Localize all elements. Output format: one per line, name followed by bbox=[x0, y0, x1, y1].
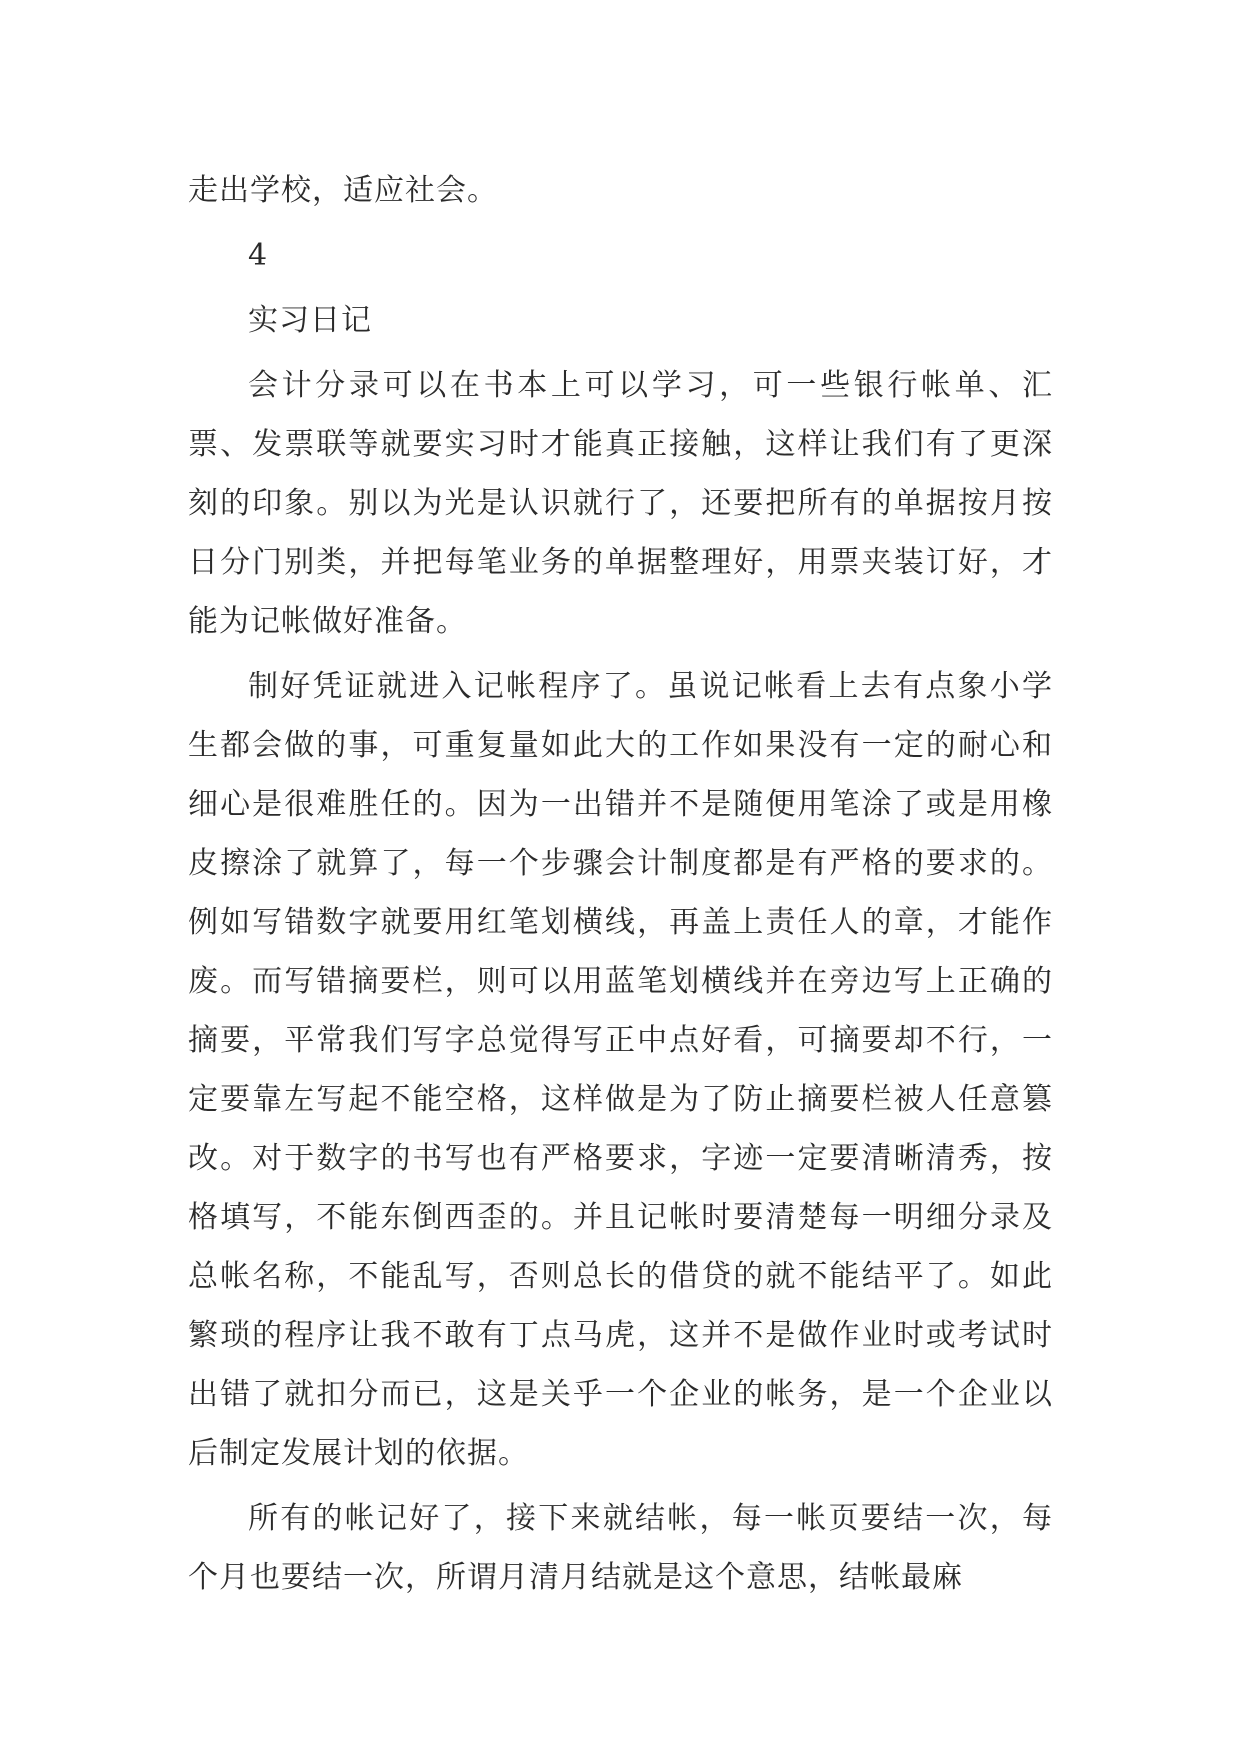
paragraph-closing-line: 走出学校，适应社会。 bbox=[188, 173, 498, 208]
document-body bbox=[188, 161, 1053, 1607]
paragraph-bookkeeping: 制好凭证就进入记帐程序了。虽说记帐看上去有点象小学生都会做的事，可重复量如此大的工作如果没有一定的耐心和细心是很难胜任的。因为一出错并不是随便用笔涂了或是用橡皮擦涂了就算了，每一个步骤会计制度都是有严格的要求的。例如写错数字就要用红笔划横线，再盖上责任人的章，才能作废。而写错摘要栏，则可以用蓝笔划横线并在旁边写上正确的摘要，平常我们写字总觉得写正中点好看，可摘要却不行，一定要靠左写起不能空格，这样做是为了防止摘要栏被人任意篡改。对于数字的书写也有严格要求，字迹一定要清晰清秀，按格填写，不能东倒西歪的。并且记帐时要清楚每一明细分录及总帐名称，不能乱写，否则总长的借贷的就不能结平了。如此繁琐的程序让我不敢有丁点马虎，这并不是做作业时或考试时出错了就扣分而已，这是关乎一个企业的帐务，是一个企业以后制定发展计划的依据。 bbox=[188, 669, 1053, 1471]
diary-number: 4 bbox=[248, 238, 269, 273]
paragraph-accounting-entries: 会计分录可以在书本上可以学习，可一些银行帐单、汇票、发票联等就要实习时才能真正接触，这样让我们有了更深刻的印象。别以为光是认识就行了，还要把所有的单据按月按日分门别类，并把每笔业务的单据整理好，用票夹装订好，才能为记帐做好准备。 bbox=[188, 368, 1053, 639]
section-heading: 实习日记 bbox=[248, 303, 372, 338]
paragraph-closing-accounts: 所有的帐记好了，接下来就结帐，每一帐页要结一次，每个月也要结一次，所谓月清月结就是这个意思，结帐最麻 bbox=[188, 1501, 1053, 1595]
